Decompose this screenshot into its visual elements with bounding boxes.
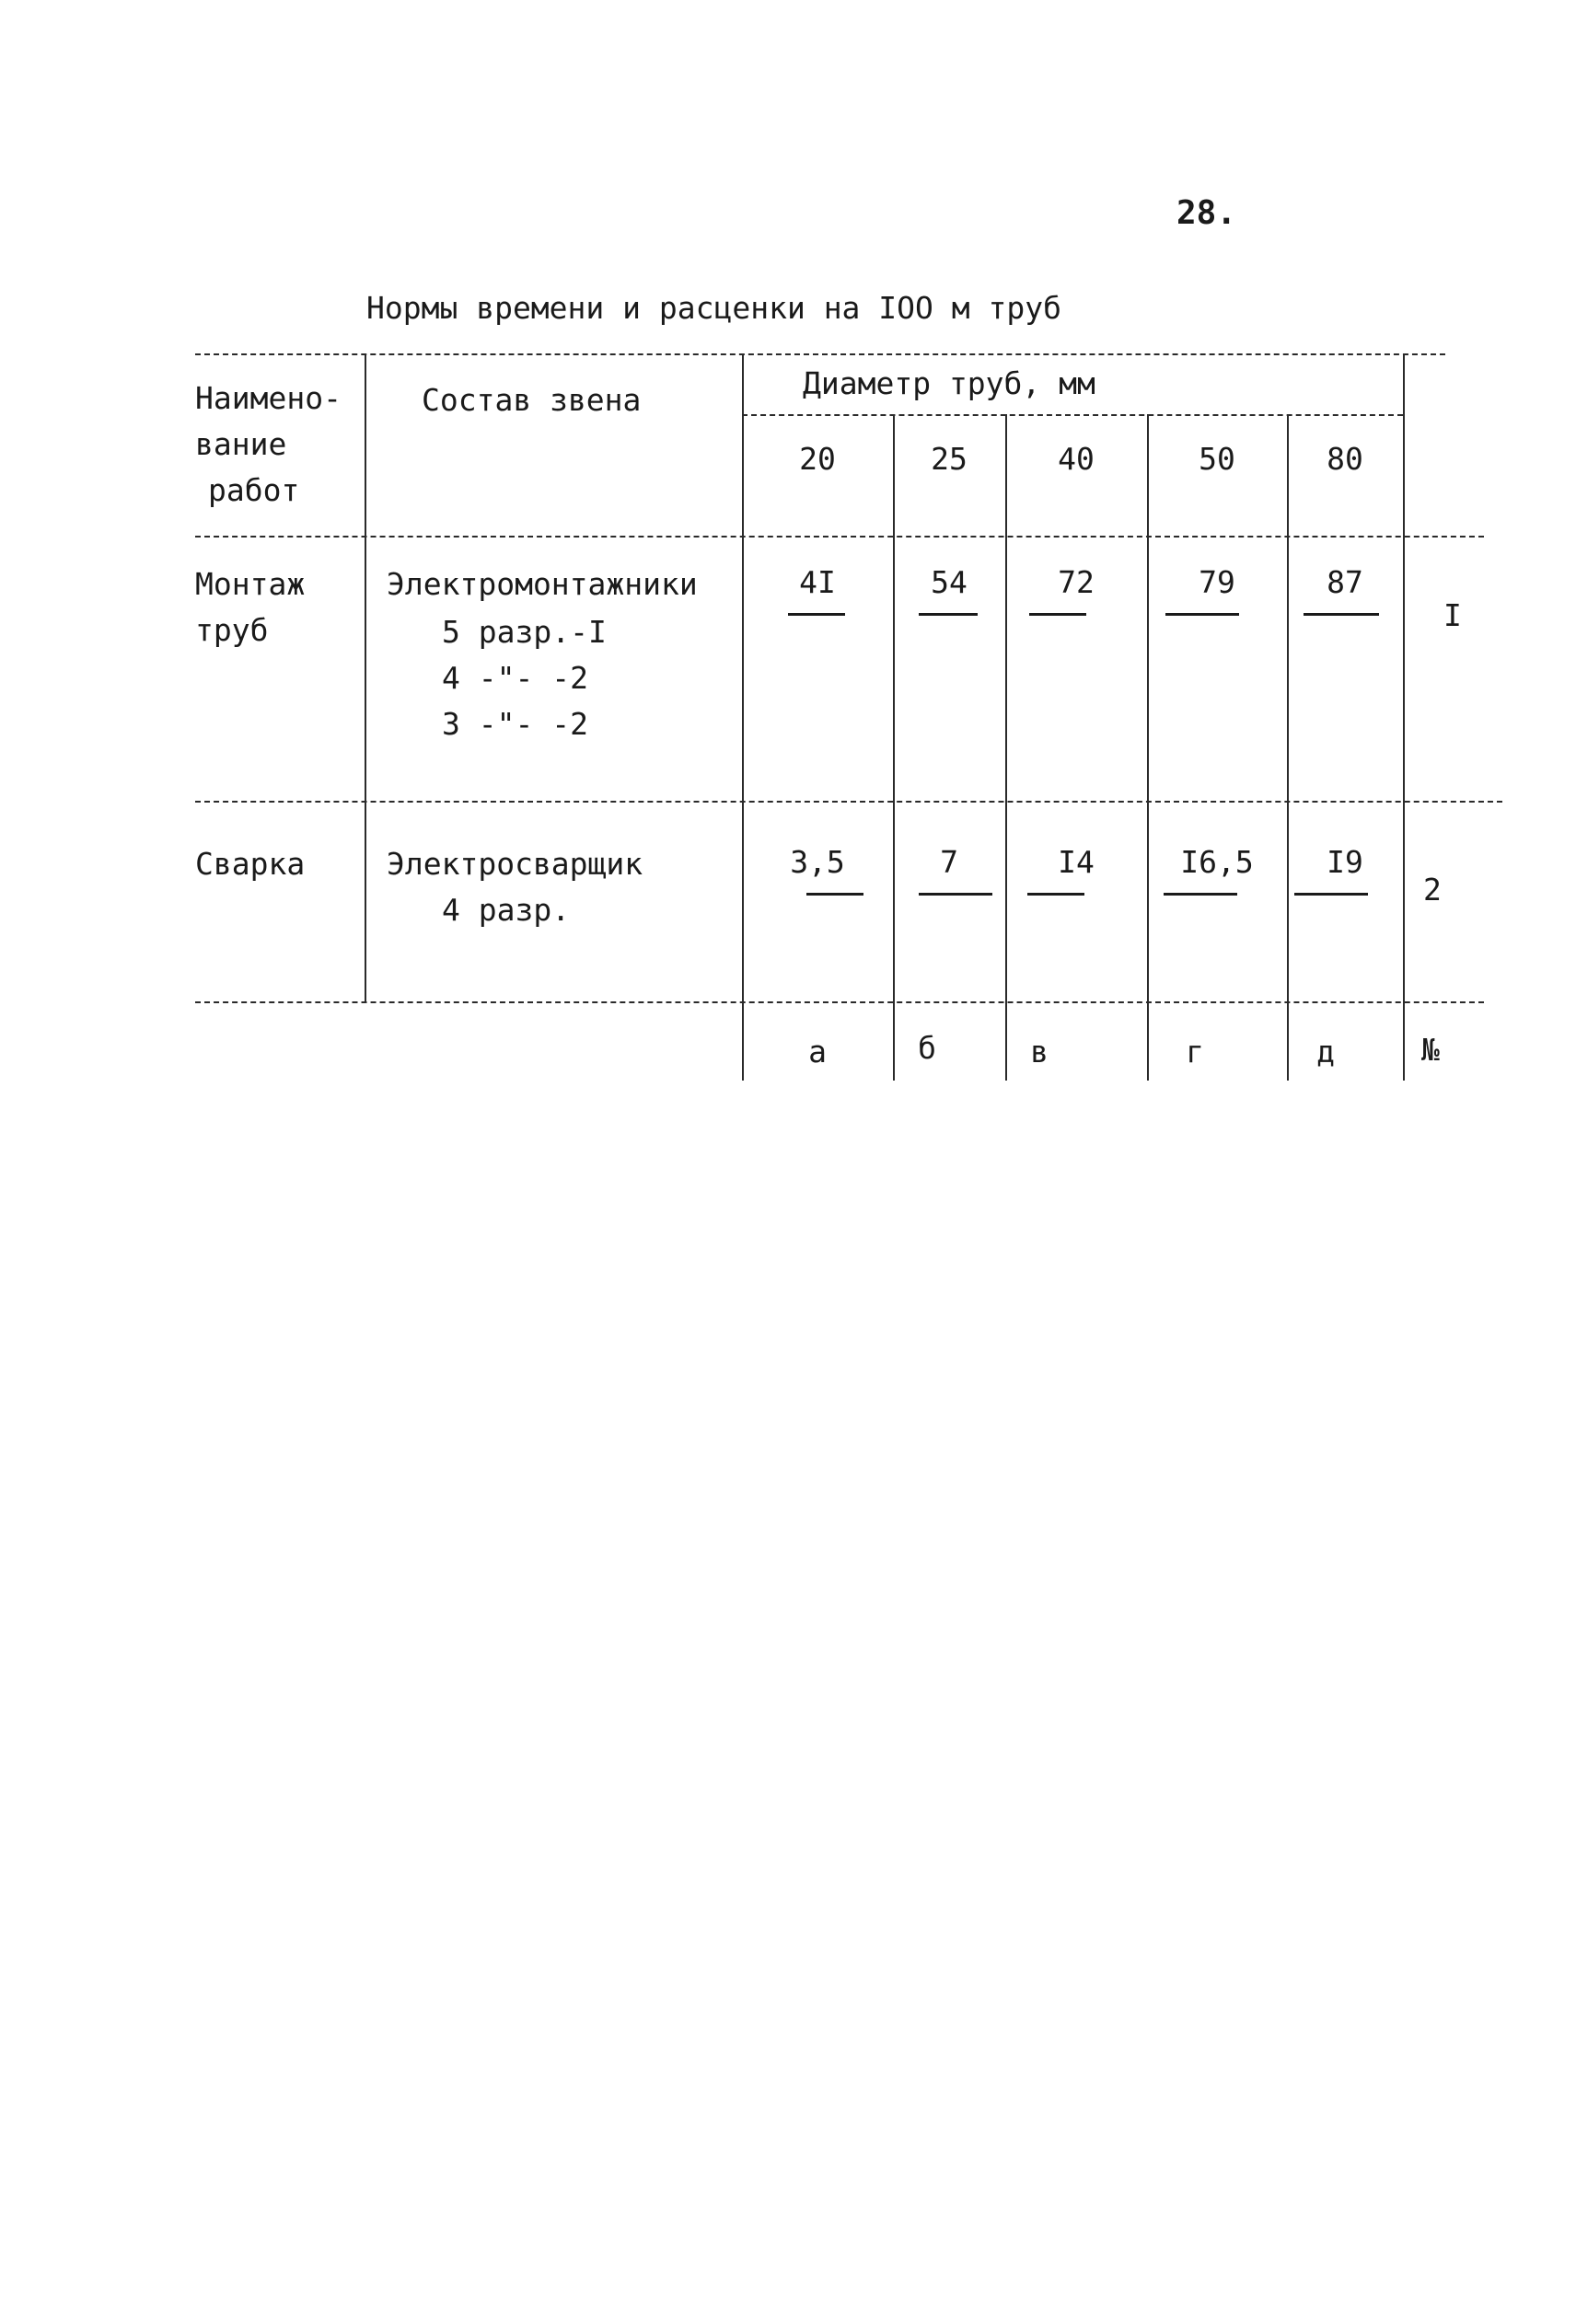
header-work-line1: Наимено-	[195, 380, 342, 416]
row-divider	[195, 801, 1502, 803]
table-bottom-border	[195, 1001, 1484, 1003]
header-diameter-25: 25	[931, 441, 968, 477]
row1-underline-20	[788, 613, 845, 616]
header-work-line2: вание	[195, 426, 287, 462]
header-bottom-border	[195, 536, 1484, 538]
col-divider-20	[893, 414, 895, 1081]
row2-value-25: 7	[940, 844, 958, 880]
row2-crew-line1: Электросварщик	[387, 846, 643, 882]
row2-value-40: I4	[1058, 844, 1095, 880]
row1-underline-80	[1304, 613, 1379, 616]
row2-underline-50	[1164, 893, 1237, 896]
row1-value-25: 54	[931, 564, 968, 600]
footer-letter-a: а	[808, 1034, 827, 1070]
row2-underline-80	[1294, 893, 1368, 896]
row1-value-20: 4I	[799, 564, 836, 600]
row1-work-line2: труб	[195, 612, 269, 648]
table-caption: Нормы времени и расценки на IOO м труб	[366, 290, 1061, 326]
row1-crew-line1: Электромонтажники	[387, 566, 698, 602]
header-diameter-40: 40	[1058, 441, 1095, 477]
row1-number: I	[1443, 597, 1462, 633]
diameter-header-divider	[742, 414, 1403, 416]
row1-crew-line3: 4 -"- -2	[442, 660, 588, 696]
row2-underline-20	[806, 893, 863, 896]
page-number: 28.	[1176, 194, 1237, 232]
row2-work-line1: Сварка	[195, 846, 306, 882]
row2-underline-40	[1027, 893, 1084, 896]
col-divider-80	[1403, 353, 1405, 1081]
row1-work-line1: Монтаж	[195, 566, 306, 602]
table-top-border	[195, 353, 1445, 355]
row2-value-50: I6,5	[1180, 844, 1254, 880]
footer-number-label: №	[1421, 1032, 1440, 1068]
footer-letter-d: д	[1316, 1034, 1335, 1070]
header-diameter: Диаметр труб, мм	[803, 365, 1095, 401]
col-divider-work	[365, 353, 366, 1001]
row1-underline-25	[919, 613, 978, 616]
row2-number: 2	[1423, 872, 1442, 908]
header-diameter-80: 80	[1327, 441, 1363, 477]
row2-crew-line2: 4 разр.	[442, 892, 571, 928]
row1-underline-50	[1165, 613, 1239, 616]
col-divider-40	[1147, 414, 1149, 1081]
footer-letter-b: б	[918, 1030, 936, 1066]
footer-letter-v: в	[1030, 1034, 1049, 1070]
row1-value-80: 87	[1327, 564, 1363, 600]
col-divider-50	[1287, 414, 1289, 1081]
row1-value-50: 79	[1199, 564, 1235, 600]
header-work-line3: работ	[208, 472, 300, 508]
row2-value-80: I9	[1327, 844, 1363, 880]
header-diameter-50: 50	[1199, 441, 1235, 477]
footer-letter-g: г	[1186, 1034, 1204, 1070]
row1-underline-40	[1029, 613, 1086, 616]
row1-crew-line4: 3 -"- -2	[442, 706, 588, 742]
header-diameter-20: 20	[799, 441, 836, 477]
col-divider-25	[1005, 414, 1007, 1081]
row2-underline-25	[919, 893, 992, 896]
header-crew: Состав звена	[422, 382, 642, 418]
row1-value-40: 72	[1058, 564, 1095, 600]
row2-value-20: 3,5	[790, 844, 845, 880]
row1-crew-line2: 5 разр.-I	[442, 614, 607, 650]
